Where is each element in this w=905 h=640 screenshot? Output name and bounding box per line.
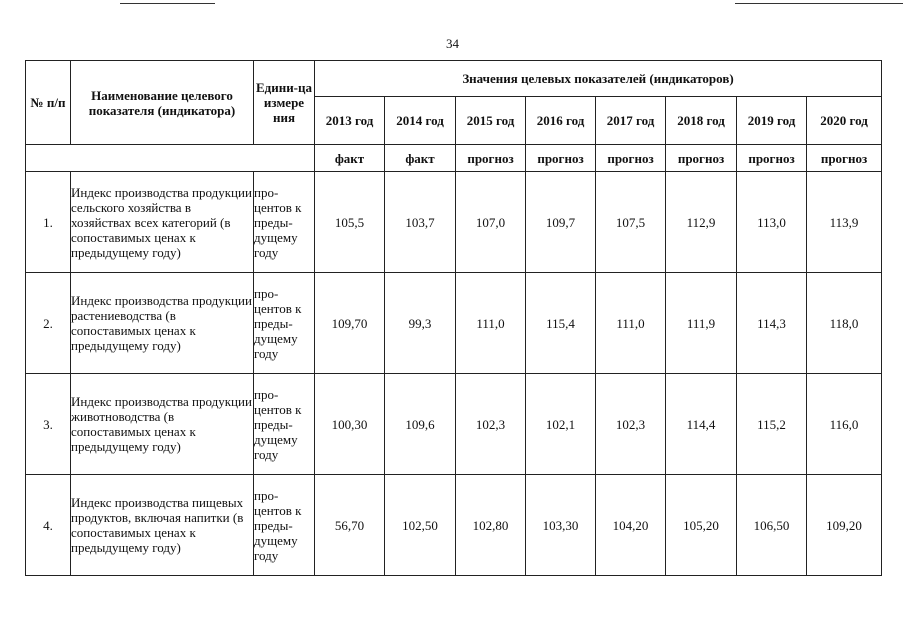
value-2014: 102,50: [385, 475, 456, 576]
status-2020: прогноз: [807, 145, 882, 172]
value-2013: 56,70: [315, 475, 385, 576]
value-2015: 111,0: [456, 273, 526, 374]
page-number: 34: [446, 36, 459, 51]
year-2017: 2017 год: [596, 97, 666, 145]
status-2016: прогноз: [526, 145, 596, 172]
value-2014: 109,6: [385, 374, 456, 475]
value-2020: 113,9: [807, 172, 882, 273]
value-2016: 102,1: [526, 374, 596, 475]
value-2014: 103,7: [385, 172, 456, 273]
row-number: 2.: [26, 273, 71, 374]
status-blank-cell: [26, 145, 315, 172]
year-2014: 2014 год: [385, 97, 456, 145]
value-2019: 115,2: [737, 374, 807, 475]
year-2016: 2016 год: [526, 97, 596, 145]
value-2016: 103,30: [526, 475, 596, 576]
value-2015: 107,0: [456, 172, 526, 273]
value-2017: 111,0: [596, 273, 666, 374]
value-2013: 109,70: [315, 273, 385, 374]
year-2015: 2015 год: [456, 97, 526, 145]
row-number: 1.: [26, 172, 71, 273]
value-2018: 111,9: [666, 273, 737, 374]
header-unit: Едини-ца измере ния: [254, 61, 315, 145]
value-2015: 102,80: [456, 475, 526, 576]
value-2018: 105,20: [666, 475, 737, 576]
indicator-unit: про-центов к преды-дущему году: [254, 273, 315, 374]
status-2018: прогноз: [666, 145, 737, 172]
row-number: 4.: [26, 475, 71, 576]
year-2019: 2019 год: [737, 97, 807, 145]
value-2017: 102,3: [596, 374, 666, 475]
value-2013: 105,5: [315, 172, 385, 273]
value-2020: 109,20: [807, 475, 882, 576]
table-row: [26, 172, 882, 273]
header-num: № п/п: [26, 61, 71, 145]
value-2019: 106,50: [737, 475, 807, 576]
value-2014: 99,3: [385, 273, 456, 374]
indicator-name: Индекс производства пищевых продуктов, включая напитки (в сопоставимых ценах к предыдущему году): [71, 475, 254, 576]
value-2015: 102,3: [456, 374, 526, 475]
indicator-name: Индекс производства продукции растениеводства (в сопоставимых ценах к предыдущему году): [71, 273, 254, 374]
indicators-table: [25, 60, 882, 576]
header-row-status: [26, 145, 882, 172]
value-2017: 104,20: [596, 475, 666, 576]
top-edge-rule-left: [120, 0, 215, 4]
indicator-unit: про-центов к преды-дущему году: [254, 172, 315, 273]
value-2013: 100,30: [315, 374, 385, 475]
indicator-unit: про-центов к преды-дущему году: [254, 475, 315, 576]
table-row: [26, 273, 882, 374]
header-values: Значения целевых показателей (индикаторов): [315, 61, 882, 97]
header-name: Наименование целевого показателя (индикатора): [71, 61, 254, 145]
row-number: 3.: [26, 374, 71, 475]
status-2017: прогноз: [596, 145, 666, 172]
status-2014: факт: [385, 145, 456, 172]
value-2019: 114,3: [737, 273, 807, 374]
value-2020: 118,0: [807, 273, 882, 374]
value-2017: 107,5: [596, 172, 666, 273]
value-2019: 113,0: [737, 172, 807, 273]
year-2013: 2013 год: [315, 97, 385, 145]
status-2019: прогноз: [737, 145, 807, 172]
year-2020: 2020 год: [807, 97, 882, 145]
indicator-name: Индекс производства продукции животноводства (в сопоставимых ценах к предыдущему году): [71, 374, 254, 475]
top-edge-rule-right: [735, 0, 903, 4]
indicator-unit: про-центов к преды-дущему году: [254, 374, 315, 475]
table-row: [26, 374, 882, 475]
status-2013: факт: [315, 145, 385, 172]
value-2016: 109,7: [526, 172, 596, 273]
value-2020: 116,0: [807, 374, 882, 475]
table-row: [26, 475, 882, 576]
value-2018: 114,4: [666, 374, 737, 475]
value-2018: 112,9: [666, 172, 737, 273]
indicator-name: Индекс производства продукции сельского хозяйства в хозяйствах всех категорий (в сопоставимых ценах к предыдущему году): [71, 172, 254, 273]
status-2015: прогноз: [456, 145, 526, 172]
header-row-1: [26, 61, 882, 97]
year-2018: 2018 год: [666, 97, 737, 145]
value-2016: 115,4: [526, 273, 596, 374]
